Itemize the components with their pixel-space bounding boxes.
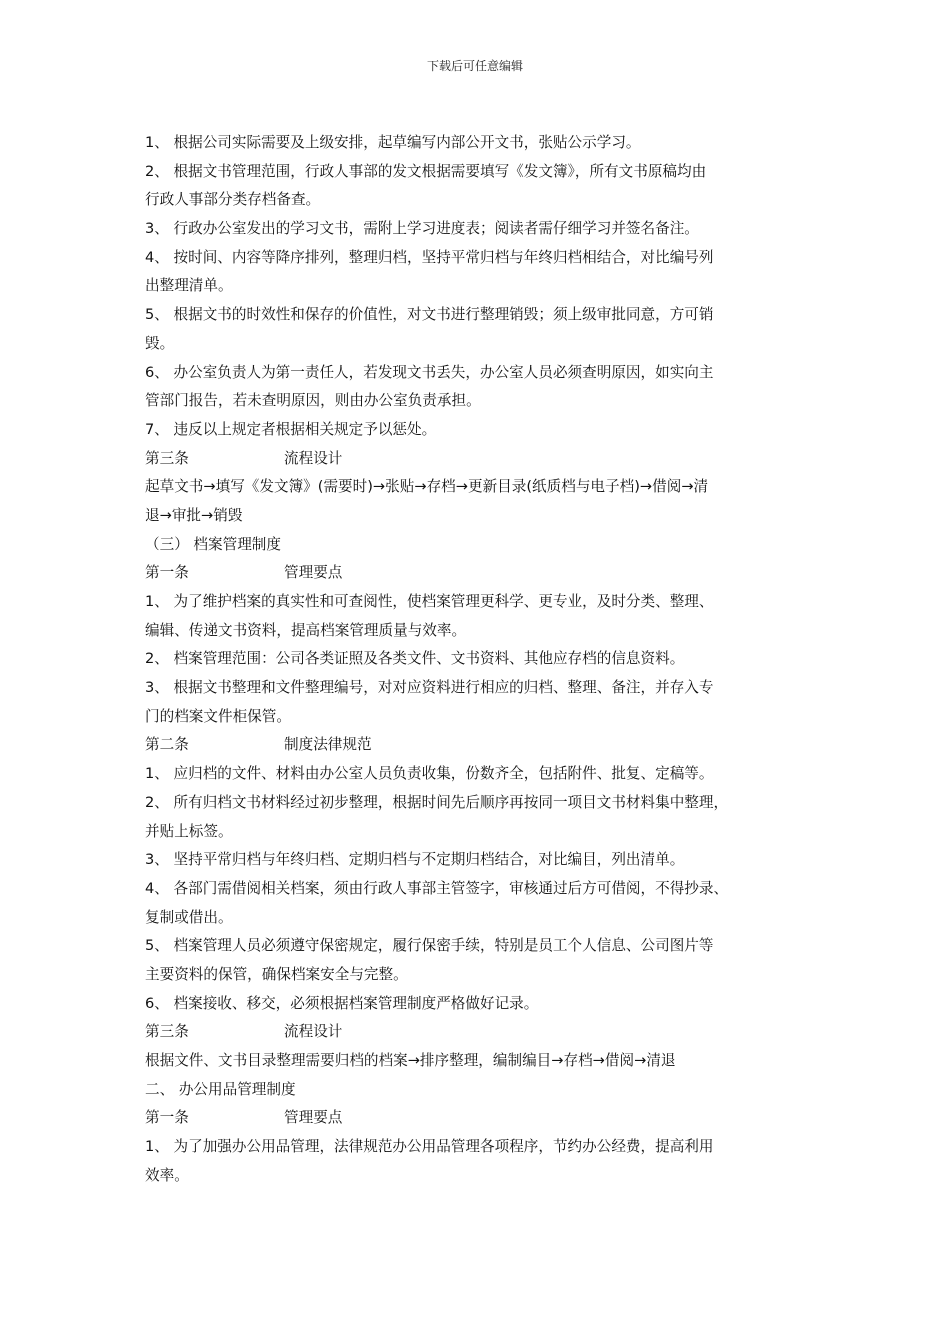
text-line: 4、 各部门需借阅相关档案，须由行政人事部主管签字，审核通过后方可借阅，不得抄录、	[145, 879, 729, 897]
text-line: 1、 为了加强办公用品管理，法律规范办公用品管理各项程序，节约办公经费，提高利用	[145, 1138, 714, 1156]
text-line: 并贴上标签。	[145, 822, 233, 840]
article-heading	[145, 731, 813, 760]
text-line: 起草文书→填写《发文簿》(需要时)→张贴→存档→更新目录(纸质档与电子档)→借阅→清	[145, 478, 709, 496]
text-line: 1、 根据公司实际需要及上级安排，起草编写内部公开文书，张贴公示学习。	[145, 134, 641, 151]
text-line: 3、 行政办公室发出的学习文书，需附上学习进度表；阅读者需仔细学习并签名备注。	[145, 220, 699, 238]
document-body	[145, 129, 813, 1190]
text-line: 编辑、传递文书资料，提高档案管理质量与效率。	[145, 621, 467, 639]
text-line: 退→审批→销毁	[145, 506, 243, 524]
article-title: 制度法律规范	[284, 736, 372, 754]
text-line: 5、 档案管理人员必须遵守保密规定，履行保密手续，特别是员工个人信息、公司图片等	[145, 937, 714, 955]
text-line: 1、 为了维护档案的真实性和可查阅性，使档案管理更科学、更专业，及时分类、整理、	[145, 593, 714, 610]
article-heading	[145, 445, 813, 474]
text-line: 主要资料的保管，确保档案安全与完整。	[145, 965, 408, 983]
text-line: 5、 根据文书的时效性和保存的价值性，对文书进行整理销毁；须上级审批同意，方可销	[145, 306, 714, 324]
article-title: 流程设计	[284, 449, 343, 467]
text-line: 6、 档案接收、移交，必须根据档案管理制度严格做好记录。	[145, 994, 539, 1012]
text-line: 出整理清单。	[145, 277, 233, 295]
text-line: 复制或借出。	[145, 908, 233, 926]
article-number: 第三条	[145, 449, 189, 467]
text-line: 1、 应归档的文件、材料由办公室人员负责收集，份数齐全，包括附件、批复、定稿等。	[145, 765, 714, 783]
text-line: 效率。	[145, 1166, 189, 1184]
text-line: 管部门报告，若未查明原因，则由办公室负责承担。	[145, 392, 481, 410]
article-number: 第二条	[145, 736, 189, 754]
text-line: 7、 违反以上规定者根据相关规定予以惩处。	[145, 420, 437, 438]
text-line: 2、 所有归档文书材料经过初步整理，根据时间先后顺序再按同一项目文书材料集中整理，	[145, 793, 729, 811]
article-title: 流程设计	[284, 1023, 343, 1041]
text-line: 毁。	[145, 334, 175, 352]
text-line: 2、 根据文书管理范围，行政人事部的发文根据需要填写《发文簿》，所有文书原稿均由	[145, 162, 707, 180]
article-heading	[145, 1018, 813, 1047]
text-line: 4、 按时间、内容等降序排列，整理归档，坚持平常归档与年终归档相结合，对比编号列	[145, 248, 714, 266]
page-header: 下载后可任意编辑	[426, 59, 523, 73]
text-line: 行政人事部分类存档备查。	[145, 191, 321, 209]
text-line: 门的档案文件柜保管。	[145, 707, 291, 725]
text-line: 3、 根据文书整理和文件整理编号，对对应资料进行相应的归档、整理、备注，并存入专	[145, 679, 714, 697]
article-title: 管理要点	[284, 564, 343, 582]
text-line: 3、 坚持平常归档与年终归档、定期归档与不定期归档结合，对比编目，列出清单。	[145, 851, 685, 869]
text-line: 2、 档案管理范围：公司各类证照及各类文件、文书资料、其他应存档的信息资料。	[145, 650, 685, 668]
section-heading: 二、 办公用品管理制度	[145, 1080, 296, 1098]
text-line: 6、 办公室负责人为第一责任人，若发现文书丢失，办公室人员必须查明原因，如实向主	[145, 363, 714, 381]
article-heading	[145, 1104, 813, 1133]
article-heading	[145, 559, 813, 588]
article-number: 第一条	[145, 564, 189, 582]
article-number: 第一条	[145, 1109, 189, 1127]
article-number: 第三条	[145, 1023, 189, 1041]
article-title: 管理要点	[284, 1109, 343, 1127]
section-heading: （三） 档案管理制度	[145, 535, 281, 553]
text-line: 根据文件、文书目录整理需要归档的档案→排序整理，编制编目→存档→借阅→清退	[145, 1052, 676, 1069]
